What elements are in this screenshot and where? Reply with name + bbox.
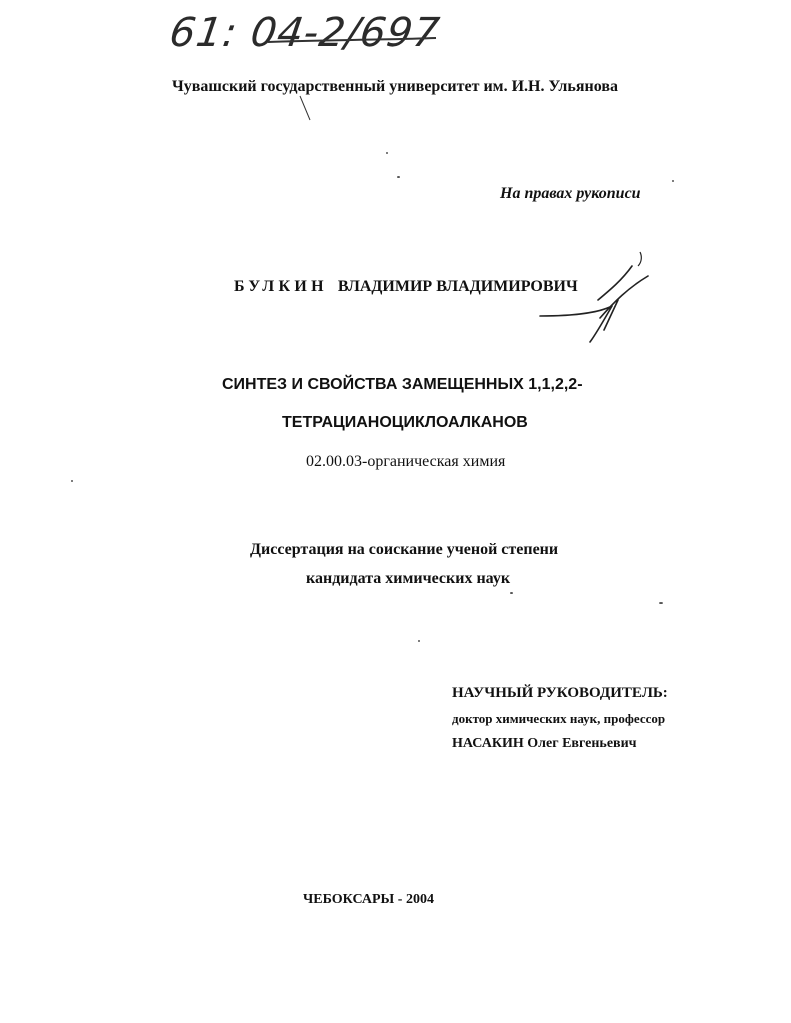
- thesis-title-line-1: СИНТЕЗ И СВОЙСТВА ЗАМЕЩЕННЫХ 1,1,2,2-: [222, 376, 583, 393]
- university-pen-mark: [300, 96, 310, 120]
- supervisor-degree: доктор химических наук, профессор: [452, 711, 666, 726]
- author-given-names: ВЛАДИМИР ВЛАДИМИРОВИЧ: [337, 278, 578, 295]
- signature-accent: [638, 252, 641, 266]
- scan-speck: [659, 602, 663, 604]
- author-signature: [540, 266, 648, 342]
- archive-number-underline: [268, 38, 436, 42]
- thesis-title-line-2: ТЕТРАЦИАНОЦИКЛОАЛКАНОВ: [282, 414, 528, 431]
- scan-speck: [397, 176, 400, 178]
- author-surname: БУЛКИН: [234, 278, 328, 295]
- scan-speck: [418, 640, 420, 642]
- specialty-code: 02.00.03-органическая химия: [306, 453, 506, 470]
- dissertation-degree-line-2: кандидата химических наук: [306, 570, 511, 587]
- city-year: ЧЕБОКСАРЫ - 2004: [303, 892, 434, 907]
- university-name: Чувашский государственный университет им. И.Н. Ульянова: [172, 78, 618, 95]
- supervisor-name: НАСАКИН Олег Евгеньевич: [452, 736, 637, 751]
- scan-speck: [672, 180, 674, 182]
- dissertation-degree-line-1: Диссертация на соискание ученой степени: [250, 541, 559, 558]
- archive-number-handwritten: 61: 04-2/697: [166, 10, 443, 56]
- manuscript-rights-note: На правах рукописи: [500, 185, 641, 202]
- scan-speck: [71, 480, 73, 482]
- scan-speck: [510, 592, 513, 594]
- scan-speck: [386, 152, 388, 154]
- supervisor-label: НАУЧНЫЙ РУКОВОДИТЕЛЬ:: [452, 685, 668, 701]
